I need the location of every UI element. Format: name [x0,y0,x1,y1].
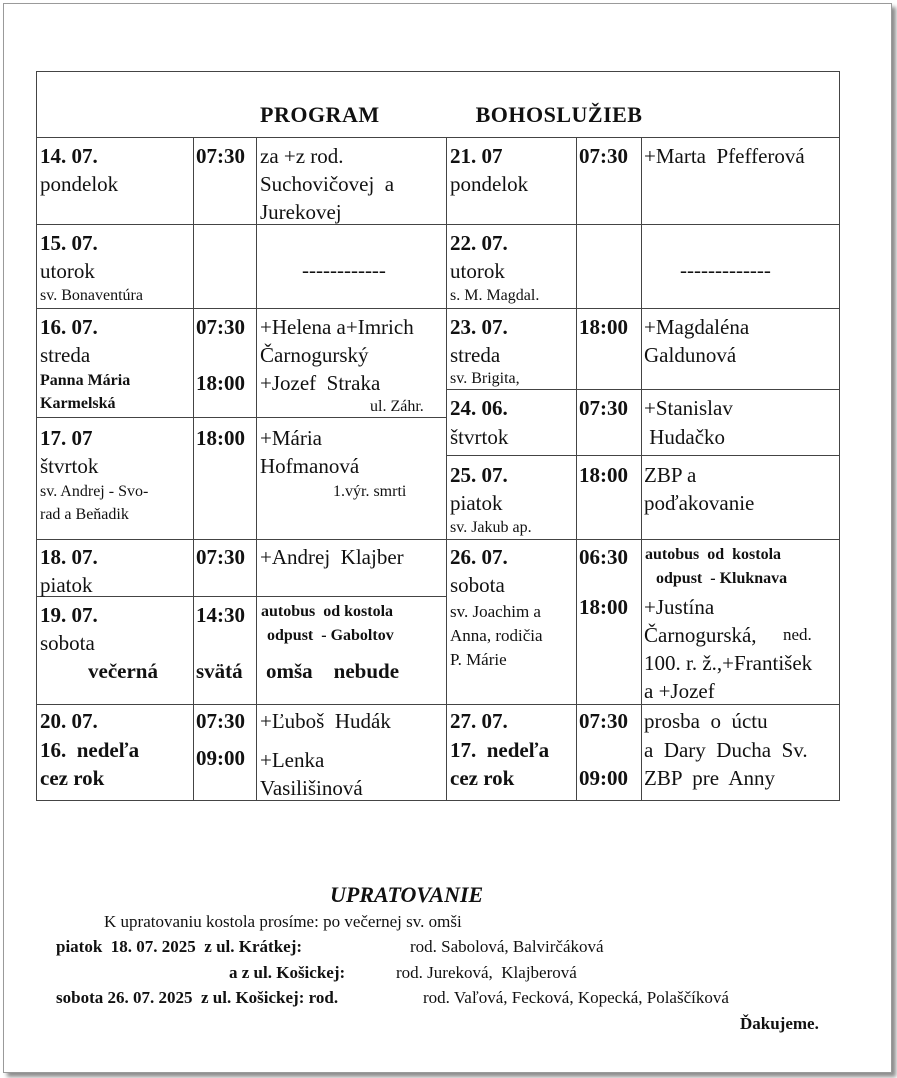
saint-15-07: sv. Bonaventúra [40,287,143,304]
intent-26-07-l4: a +Jozef [644,679,715,703]
note-19-07-omsa: omša nebude [266,659,400,683]
intent-14-07-l3: Jurekovej [260,200,342,224]
time1-20-07: 07:30 [196,709,245,733]
day-26-07: sobota [450,573,505,597]
saint-26-07-l3: P. Márie [450,650,507,669]
saint-17-07-l1: sv. Andrej - Svo- [40,483,149,500]
day-22-07: utorok [450,259,505,283]
saint-26-07-l1: sv. Joachim a [450,602,541,621]
time-23-07: 18:00 [579,315,628,339]
bus-19-07-l2: odpust - Gaboltov [267,627,394,644]
day-24-06: štvrtok [450,425,509,449]
time2-26-07: 18:00 [579,595,628,619]
date-15-07: 15. 07. [40,231,98,255]
day-15-07: utorok [40,259,95,283]
feast-16-07-l1: Panna Mária [40,372,131,389]
day-23-07: streda [450,343,501,367]
day-18-07: piatok [40,573,93,597]
day-19-07: sobota [40,631,95,655]
note-19-07-svata: svätá [196,659,243,683]
day-17-07: štvrtok [40,454,99,478]
intent-26-07-l3: 100. r. ž.,+František [644,651,813,675]
cleaning-l1-rest: rod. Sabolová, Balvirčáková [410,937,604,956]
intent-14-07-l2: Suchovičovej a [260,172,395,196]
intent-17-07-l1: +Mária [260,426,322,450]
intent-26-07-ned: ned. [783,625,812,644]
page-title: PROGRAM BOHOSLUŽIEB [260,102,643,127]
time-21-07: 07:30 [579,144,628,168]
bus-19-07-l1: autobus od kostola [261,603,394,620]
time-14-07: 07:30 [196,144,245,168]
saint-26-07-l2: Anna, rodičia [450,626,543,645]
date-24-06: 24. 06. [450,396,508,420]
intent-23-07-l1: +Magdaléna [644,315,750,339]
intent-26-07-l2: Čarnogurská, [644,623,757,647]
note-19-07-vecerna: večerná [88,659,158,683]
intent-25-07-l2: poďakovanie [644,491,755,515]
saint-22-07: s. M. Magdal. [450,287,540,304]
sunday-27-07-l2: cez rok [450,766,515,790]
saint-17-07-l2: rad a Beňadik [40,506,129,523]
intent-23-07-l2: Galdunová [644,343,737,367]
intent-25-07-l1: ZBP a [644,463,697,487]
intent2-16-07: +Jozef Straka [260,371,381,395]
intent-17-07-l2: Hofmanová [260,454,360,478]
note-17-07: 1.výr. smrti [333,483,407,500]
sunday-27-07-l1: 17. nedeľa [450,738,550,762]
bus-26-07-l1: autobus od kostola [645,546,782,563]
time1-27-07: 07:30 [579,709,628,733]
date-23-07: 23. 07. [450,315,508,339]
intent2-20-07-l2: Vasilišinová [260,776,363,800]
day-21-07: pondelok [450,172,529,196]
date-20-07: 20. 07. [40,709,98,733]
time-25-07: 18:00 [579,463,628,487]
intent-26-07-l1: +Justína [644,595,715,619]
day-25-07: piatok [450,491,503,515]
note-16-07: ul. Záhr. [370,398,424,415]
intent-14-07-l1: za +z rod. [260,144,344,168]
intent1-20-07: +Ľuboš Hudák [260,709,391,733]
intent-24-06-l1: +Stanislav [644,396,733,420]
intent2-20-07-l1: +Lenka [260,748,325,772]
date-21-07: 21. 07 [450,144,503,168]
time2-20-07: 09:00 [196,746,245,770]
date-14-07: 14. 07. [40,144,98,168]
intent-27-07-l2: a Dary Ducha Sv. [644,738,808,762]
cleaning-l2-rest: rod. Jureková, Klajberová [396,963,577,982]
intent-22-07: ------------- [680,258,771,282]
intent-24-06-l2: Hudačko [644,425,726,449]
intent-21-07: +Marta Pfefferová [644,144,805,168]
intent-15-07: ------------ [302,258,386,282]
intent-27-07-l3: ZBP pre Anny [644,766,776,790]
cleaning-l2-bold: a z ul. Košickej: [229,963,346,982]
intent1-16-07-l2: Čarnogurský [260,343,369,367]
date-27-07: 27. 07. [450,709,508,733]
date-25-07: 25. 07. [450,463,508,487]
cleaning-title: UPRATOVANIE [330,882,484,907]
time2-27-07: 09:00 [579,766,628,790]
saint-25-07: sv. Jakub ap. [450,519,532,536]
time1-26-07: 06:30 [579,545,628,569]
cleaning-thanks: Ďakujeme. [740,1014,819,1033]
time-18-07: 07:30 [196,545,245,569]
cleaning-intro: K upratovaniu kostola prosíme: po večernej sv. omši [104,912,462,931]
date-19-07: 19. 07. [40,603,98,627]
intent1-16-07-l1: +Helena a+Imrich [260,315,414,339]
sunday-20-07-l2: cez rok [40,766,105,790]
time2-16-07: 18:00 [196,371,245,395]
cleaning-l3-bold: sobota 26. 07. 2025 z ul. Košickej: rod. [56,988,339,1007]
cleaning-l3-rest: rod. Vaľová, Fecková, Kopecká, Polaščíková [423,988,729,1007]
cleaning-l1-bold: piatok 18. 07. 2025 z ul. Krátkej: [56,937,303,956]
date-17-07: 17. 07 [40,426,93,450]
time-17-07: 18:00 [196,426,245,450]
intent-27-07-l1: prosba o úctu [644,709,768,733]
date-22-07: 22. 07. [450,231,508,255]
time1-16-07: 07:30 [196,315,245,339]
intent-18-07: +Andrej Klajber [260,545,404,569]
date-26-07: 26. 07. [450,545,508,569]
time-19-07: 14:30 [196,603,245,627]
day-16-07: streda [40,343,91,367]
bus-26-07-l2: odpust - Kluknava [656,570,788,587]
day-14-07: pondelok [40,172,119,196]
date-18-07: 18. 07. [40,545,98,569]
date-16-07: 16. 07. [40,315,98,339]
time-24-06: 07:30 [579,396,628,420]
feast-16-07-l2: Karmelská [40,395,116,412]
saint-23-07: sv. Brigita, [450,370,520,387]
sunday-20-07-l1: 16. nedeľa [40,738,140,762]
